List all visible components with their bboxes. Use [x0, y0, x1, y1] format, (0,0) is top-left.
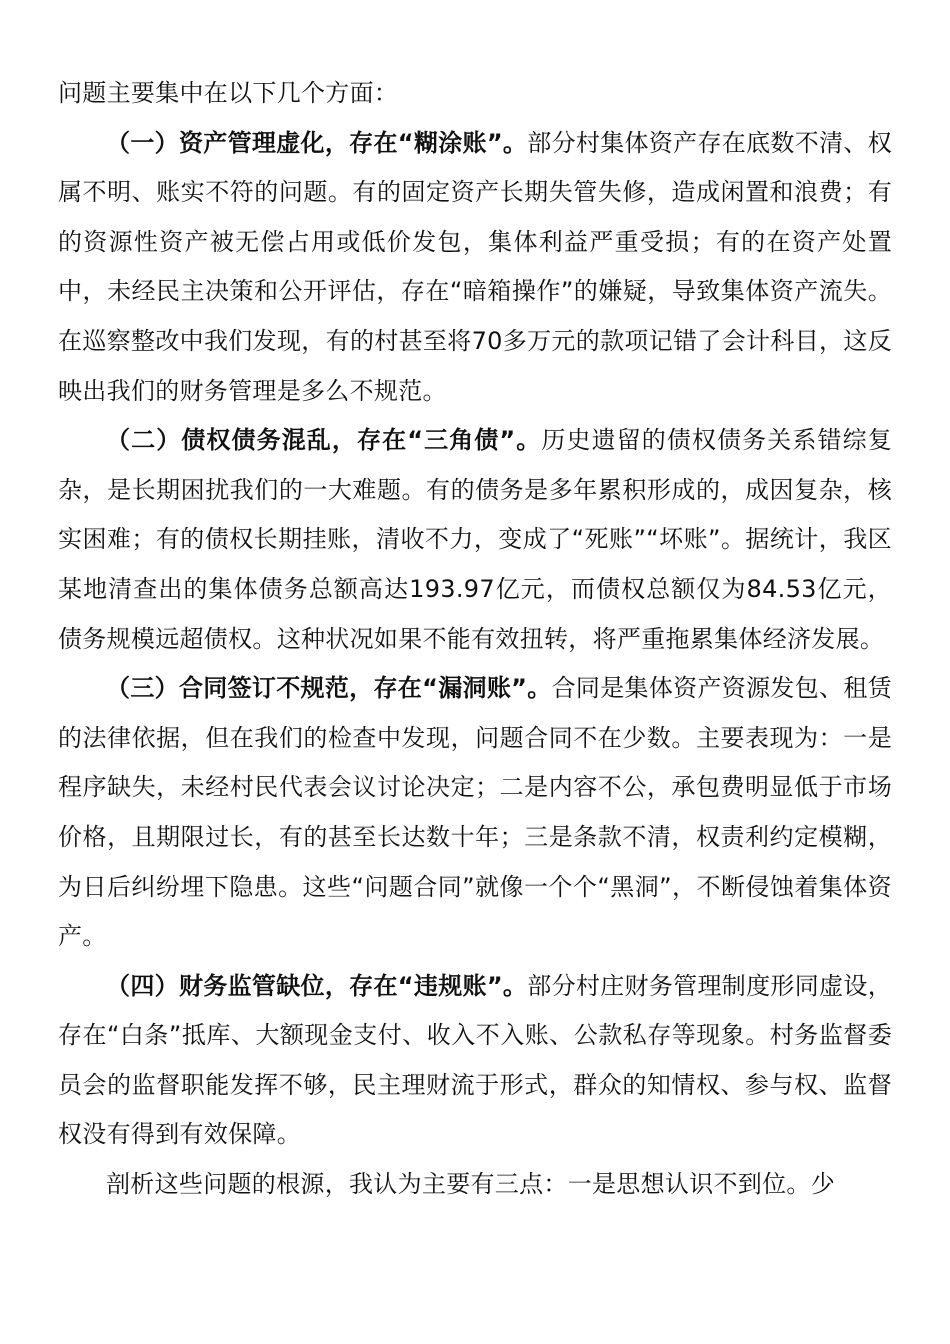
section-1-body: 部分村集体资产存在底数不清、权属不明、账实不符的问题。有的固定资产长期失管失修，造成闲置和浪费；有的资源性资产被无偿占用或低价发包，集体利益严重受损；有的在资产处置中，未经民主决策和公开评估，存在“暗箱操作”的嫌疑，导致集体资产流失。在巡察整改中我们发现，有的村甚至将70多万元的款项记错了会计科目，这反映出我们的财务管理是多么不规范。: [58, 128, 893, 405]
section-2-heading: （二）债权债务混乱，存在“三角债”。: [106, 426, 542, 455]
section-2-paragraph: [58, 416, 892, 664]
section-3-body: 合同是集体资产资源发包、租赁的法律依据，但在我们的检查中发现，问题合同不在少数。主要表现为：一是程序缺失，未经村民代表会议讨论决定；二是内容不公，承包费明显低于市场价格，且期限过长，有的甚至长达数十年；三是条款不清，权责利约定模糊，为日后纠纷埋下隐患。这些“问题合同”就像一个个“黑洞”，不断侵蚀着集体资产。: [58, 674, 892, 951]
section-3-paragraph: [58, 664, 892, 962]
section-3-heading: （三）合同签订不规范，存在“漏洞账”。: [106, 674, 552, 703]
section-4-body: 部分村庄财务管理制度形同虚设，存在“白条”抵库、大额现金支付、收入不入账、公款私存等现象。村务监督委员会的监督职能发挥不够，民主理财流于形式，群众的知情权、参与权、监督权没有得到有效保障。: [58, 971, 893, 1149]
section-1-heading: （一）资产管理虚化，存在“糊涂账”。: [106, 128, 528, 157]
intro-paragraph: 问题主要集中在以下几个方面：: [58, 79, 399, 107]
section-4-paragraph: [58, 962, 892, 1160]
section-1-paragraph: [58, 119, 892, 417]
closing-paragraph: 剖析这些问题的根源，我认为主要有三点：一是思想认识不到位。少: [106, 1170, 835, 1199]
section-2-body: 历史遗留的债权债务关系错综复杂，是长期困扰我们的一大难题。有的债务是多年累积形成的，成因复杂，核实困难；有的债权长期挂账，清收不力，变成了“死账”“坏账”。据统计，我区某地清查出的集体债务总额高达193.97亿元，而债权总额仅为84.53亿元，债务规模远超债权。这种状况如果不能有效扭转，将严重拖累集体经济发展。: [58, 426, 892, 653]
section-4-heading: （四）财务监管缺位，存在“违规账”。: [106, 971, 528, 1000]
